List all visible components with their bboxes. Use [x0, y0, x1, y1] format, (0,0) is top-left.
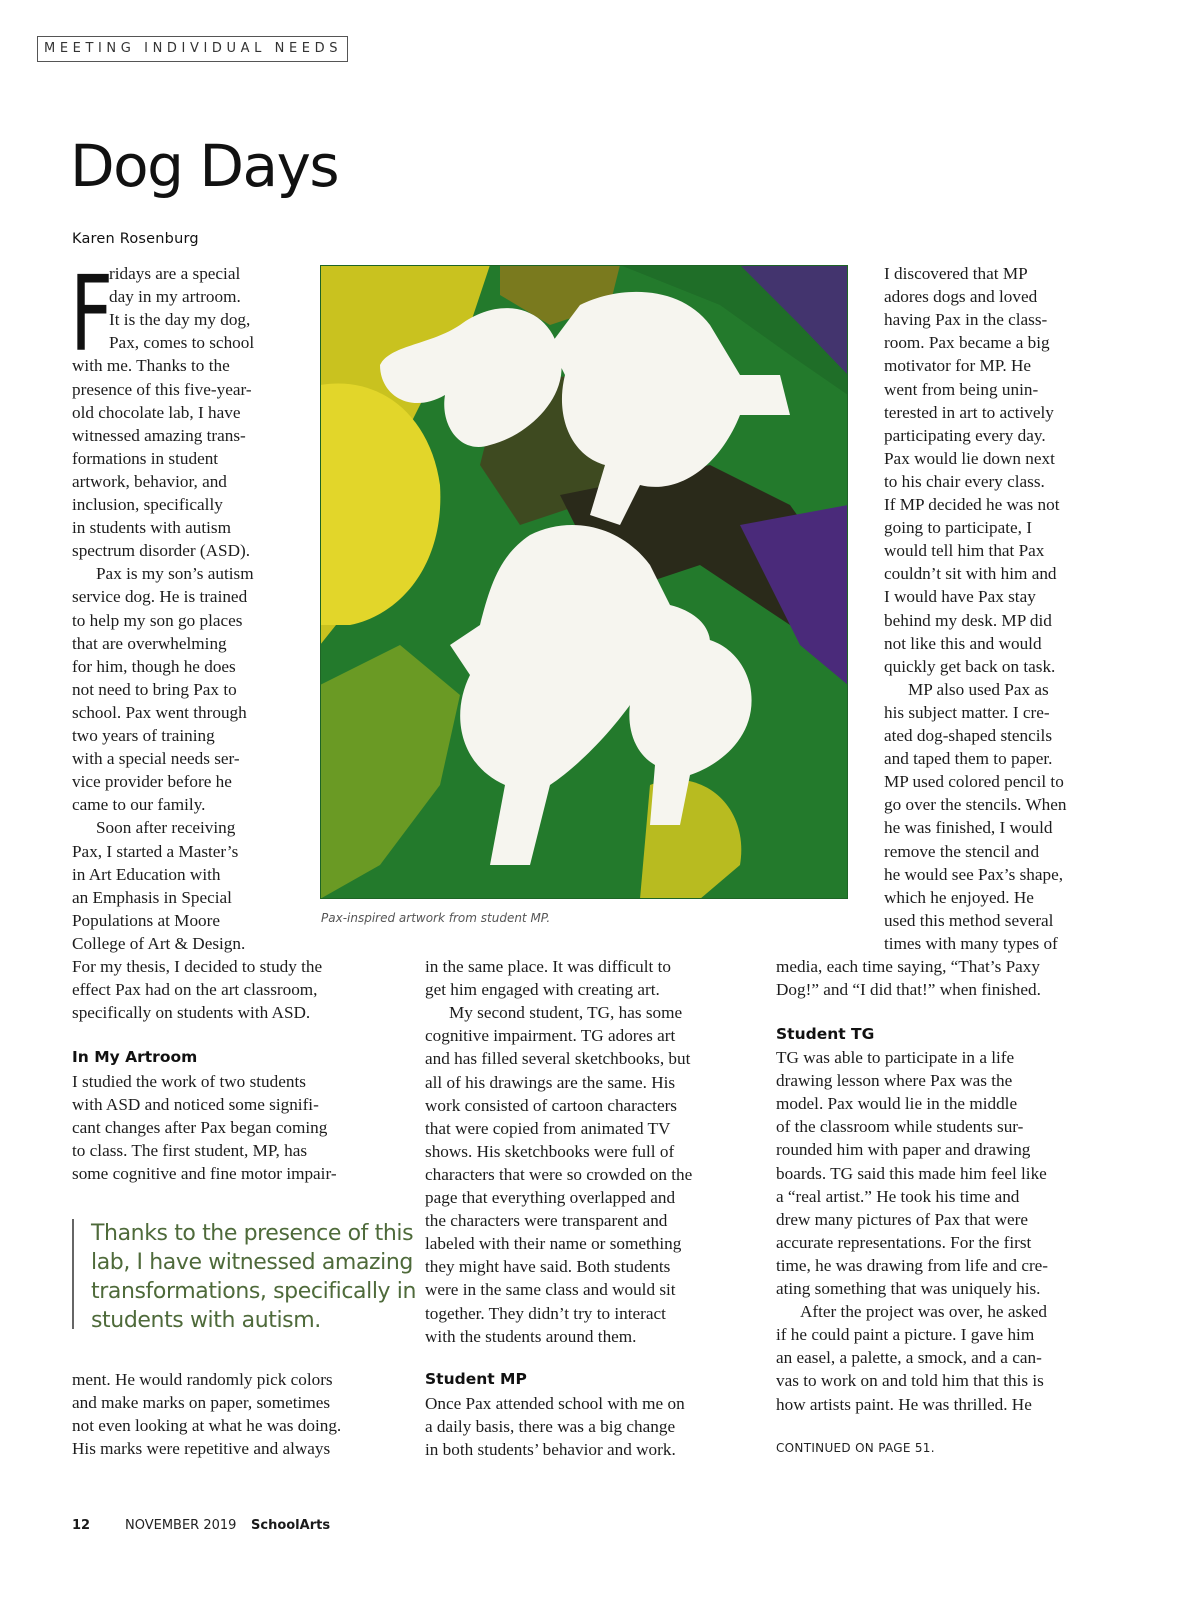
text-line: For my thesis, I decided to study the — [72, 957, 323, 976]
heading-student-mp: Student MP — [425, 1370, 527, 1388]
text-line: specifically on students with ASD. — [72, 1003, 311, 1023]
text-line: witnessed amazing trans- — [72, 425, 246, 445]
text-line: having Pax in the class- — [884, 310, 1048, 330]
text-line: I would have Pax stay — [884, 587, 1036, 607]
pull-quote — [72, 1219, 417, 1333]
text-line: effect Pax had on the art classroom, — [72, 980, 318, 1000]
text-line: My second student, TG, has some — [449, 1003, 683, 1023]
text-line: ridays are a special — [109, 264, 241, 283]
text-line: that are overwhelming — [72, 633, 227, 653]
text-line: were in the same class and would sit — [425, 1280, 676, 1300]
text-line: Dog!” and “I did that!” when finished. — [776, 980, 1041, 1000]
text-line: quickly get back on task. — [884, 656, 1056, 676]
text-line: His marks were repetitive and always — [72, 1439, 331, 1459]
text-line: cognitive impairment. TG adores art — [425, 1026, 676, 1046]
text-line: in Art Education with — [72, 864, 221, 884]
text-line: with me. Thanks to the — [72, 356, 230, 376]
text-line: shows. His sketchbooks were full of — [425, 1141, 675, 1161]
text-line: they might have said. Both students — [425, 1257, 671, 1277]
text-line: Pax would lie down next — [884, 448, 1055, 468]
text-line: not like this and would — [884, 633, 1042, 653]
pull-quote-line: Thanks to the presence of this — [91, 1221, 414, 1246]
text-line: and make marks on paper, sometimes — [72, 1393, 331, 1413]
text-line: the characters were transparent and — [425, 1211, 668, 1231]
text-line: rounded him with paper and drawing — [776, 1140, 1031, 1160]
text-line: drew many pictures of Pax that were — [776, 1209, 1028, 1229]
text-line: Pax is my son’s autism — [96, 564, 254, 584]
issue-date: NOVEMBER 2019 — [125, 1518, 237, 1533]
text-line: accurate representations. For the first — [776, 1232, 1032, 1252]
text-line: room. Pax became a big — [884, 333, 1050, 353]
text-line: would tell him that Pax — [884, 541, 1045, 561]
text-line: vas to work on and told him that this is — [776, 1371, 1044, 1391]
text-line: came to our family. — [72, 795, 206, 815]
text-line: together. They didn’t try to interact — [425, 1303, 666, 1323]
author-byline: Karen Rosenburg — [72, 231, 199, 247]
text-line: adores dogs and loved — [884, 287, 1038, 307]
magazine-name: SchoolArts — [251, 1518, 331, 1533]
text-line: if he could paint a picture. I gave him — [776, 1325, 1035, 1345]
pull-quote-line: students with autism. — [91, 1308, 321, 1333]
text-line: used this method several — [884, 910, 1054, 930]
text-line: I discovered that MP — [884, 264, 1028, 283]
text-line: Pax, I started a Master’s — [72, 841, 239, 861]
text-line: vice provider before he — [72, 772, 232, 792]
text-line: ated dog-shaped stencils — [884, 726, 1053, 745]
text-line: and has filled several sketchbooks, but — [425, 1049, 691, 1069]
text-line: participating every day. — [884, 425, 1046, 445]
article-title: Dog Days — [70, 132, 339, 200]
text-line: artwork, behavior, and — [72, 471, 227, 491]
text-line: an Emphasis in Special — [72, 887, 232, 907]
text-line: formations in student — [72, 448, 219, 468]
text-line: went from being unin- — [884, 379, 1039, 399]
text-line: media, each time saying, “That’s Paxy — [776, 957, 1040, 976]
text-line: drawing lesson where Pax was the — [776, 1071, 1013, 1091]
text-line: Populations at Moore — [72, 910, 220, 930]
text-line: not even looking at what he was doing. — [72, 1416, 342, 1436]
text-line: motivator for MP. He — [884, 356, 1032, 376]
text-line: labeled with their name or something — [425, 1234, 682, 1254]
text-line: how artists paint. He was thrilled. He — [776, 1394, 1032, 1414]
text-line: MP also used Pax as — [908, 679, 1049, 699]
text-line: I studied the work of two students — [72, 1072, 306, 1091]
text-line: his subject matter. I cre- — [884, 702, 1050, 722]
text-line: and taped them to paper. — [884, 749, 1053, 769]
text-line: to class. The first student, MP, has — [72, 1141, 308, 1161]
text-line: time, he was drawing from life and cre- — [776, 1255, 1049, 1275]
text-line: spectrum disorder (ASD). — [72, 541, 251, 561]
text-line: with a special needs ser- — [72, 749, 240, 769]
drop-cap: F — [70, 253, 114, 375]
text-line: model. Pax would lie in the middle — [776, 1094, 1018, 1114]
text-line: school. Pax went through — [72, 702, 247, 722]
text-line: for him, though he does — [72, 656, 236, 676]
heading-in-my-artroom: In My Artroom — [72, 1048, 198, 1066]
text-line: Soon after receiving — [96, 818, 236, 838]
text-line: of the classroom while students sur- — [776, 1117, 1024, 1137]
page-number: 12 — [72, 1518, 91, 1533]
text-line: not need to bring Pax to — [72, 679, 237, 699]
image-caption: Pax-inspired artwork from student MP. — [321, 911, 551, 925]
text-line: TG was able to participate in a life — [776, 1048, 1015, 1067]
text-line: MP used colored pencil to — [884, 772, 1064, 792]
text-line: service dog. He is trained — [72, 587, 248, 607]
text-line: an easel, a palette, a smock, and a can- — [776, 1348, 1042, 1368]
text-line: cant changes after Pax began coming — [72, 1118, 328, 1138]
text-line: work consisted of cartoon characters — [425, 1095, 677, 1115]
text-line: that were copied from animated TV — [425, 1118, 671, 1138]
text-line: terested in art to actively — [884, 402, 1054, 422]
section-tag: MEETING INDIVIDUAL NEEDS — [37, 36, 348, 62]
text-line: two years of training — [72, 726, 215, 745]
text-line: to help my son go places — [72, 610, 243, 630]
text-line: boards. TG said this made him feel like — [776, 1163, 1047, 1183]
text-line: If MP decided he was not — [884, 495, 1060, 514]
text-line: couldn’t sit with him and — [884, 564, 1057, 584]
text-line: which he enjoyed. He — [884, 887, 1034, 907]
text-line: a daily basis, there was a big change — [425, 1417, 676, 1437]
text-line: page that everything overlapped and — [425, 1188, 676, 1207]
text-line: he would see Pax’s shape, — [884, 864, 1063, 884]
text-line: with ASD and noticed some signifi- — [72, 1095, 319, 1115]
text-line: day in my artroom. — [109, 287, 241, 307]
text-line: ating something that was uniquely his. — [776, 1279, 1041, 1298]
text-line: with the students around them. — [425, 1326, 637, 1346]
text-line: in the same place. It was difficult to — [425, 957, 671, 976]
pull-quote-line: lab, I have witnessed amazing — [91, 1250, 413, 1275]
text-line: a “real artist.” He took his time and — [776, 1186, 1020, 1206]
text-line: remove the stencil and — [884, 841, 1040, 861]
text-line: in both students’ behavior and work. — [425, 1440, 676, 1460]
text-line: he was finished, I would — [884, 818, 1053, 838]
text-line: College of Art & Design. — [72, 933, 246, 953]
pull-quote-line: transformations, specifically in — [91, 1279, 417, 1304]
text-line: times with many types of — [884, 933, 1058, 953]
text-line: presence of this five-year- — [72, 379, 252, 399]
artwork-image — [320, 265, 848, 899]
text-line: to his chair every class. — [884, 471, 1045, 491]
text-line: Pax, comes to school — [109, 333, 255, 353]
text-line: inclusion, specifically — [72, 495, 223, 514]
text-line: get him engaged with creating art. — [425, 980, 660, 1000]
text-line: It is the day my dog, — [109, 310, 251, 330]
heading-student-tg: Student TG — [776, 1025, 875, 1043]
text-line: in students with autism — [72, 518, 231, 538]
text-line: all of his drawings are the same. His — [425, 1072, 676, 1092]
text-line: going to participate, I — [884, 518, 1032, 538]
text-line: characters that were so crowded on the — [425, 1164, 693, 1184]
text-line: some cognitive and fine motor impair- — [72, 1164, 337, 1184]
text-line: Once Pax attended school with me on — [425, 1394, 685, 1413]
continued-note: CONTINUED ON PAGE 51. — [776, 1441, 935, 1455]
text-line: ment. He would randomly pick colors — [72, 1370, 333, 1389]
text-line: After the project was over, he asked — [800, 1302, 1047, 1322]
text-line: behind my desk. MP did — [884, 610, 1052, 630]
text-line: go over the stencils. When — [884, 795, 1067, 815]
text-line: old chocolate lab, I have — [72, 402, 241, 422]
